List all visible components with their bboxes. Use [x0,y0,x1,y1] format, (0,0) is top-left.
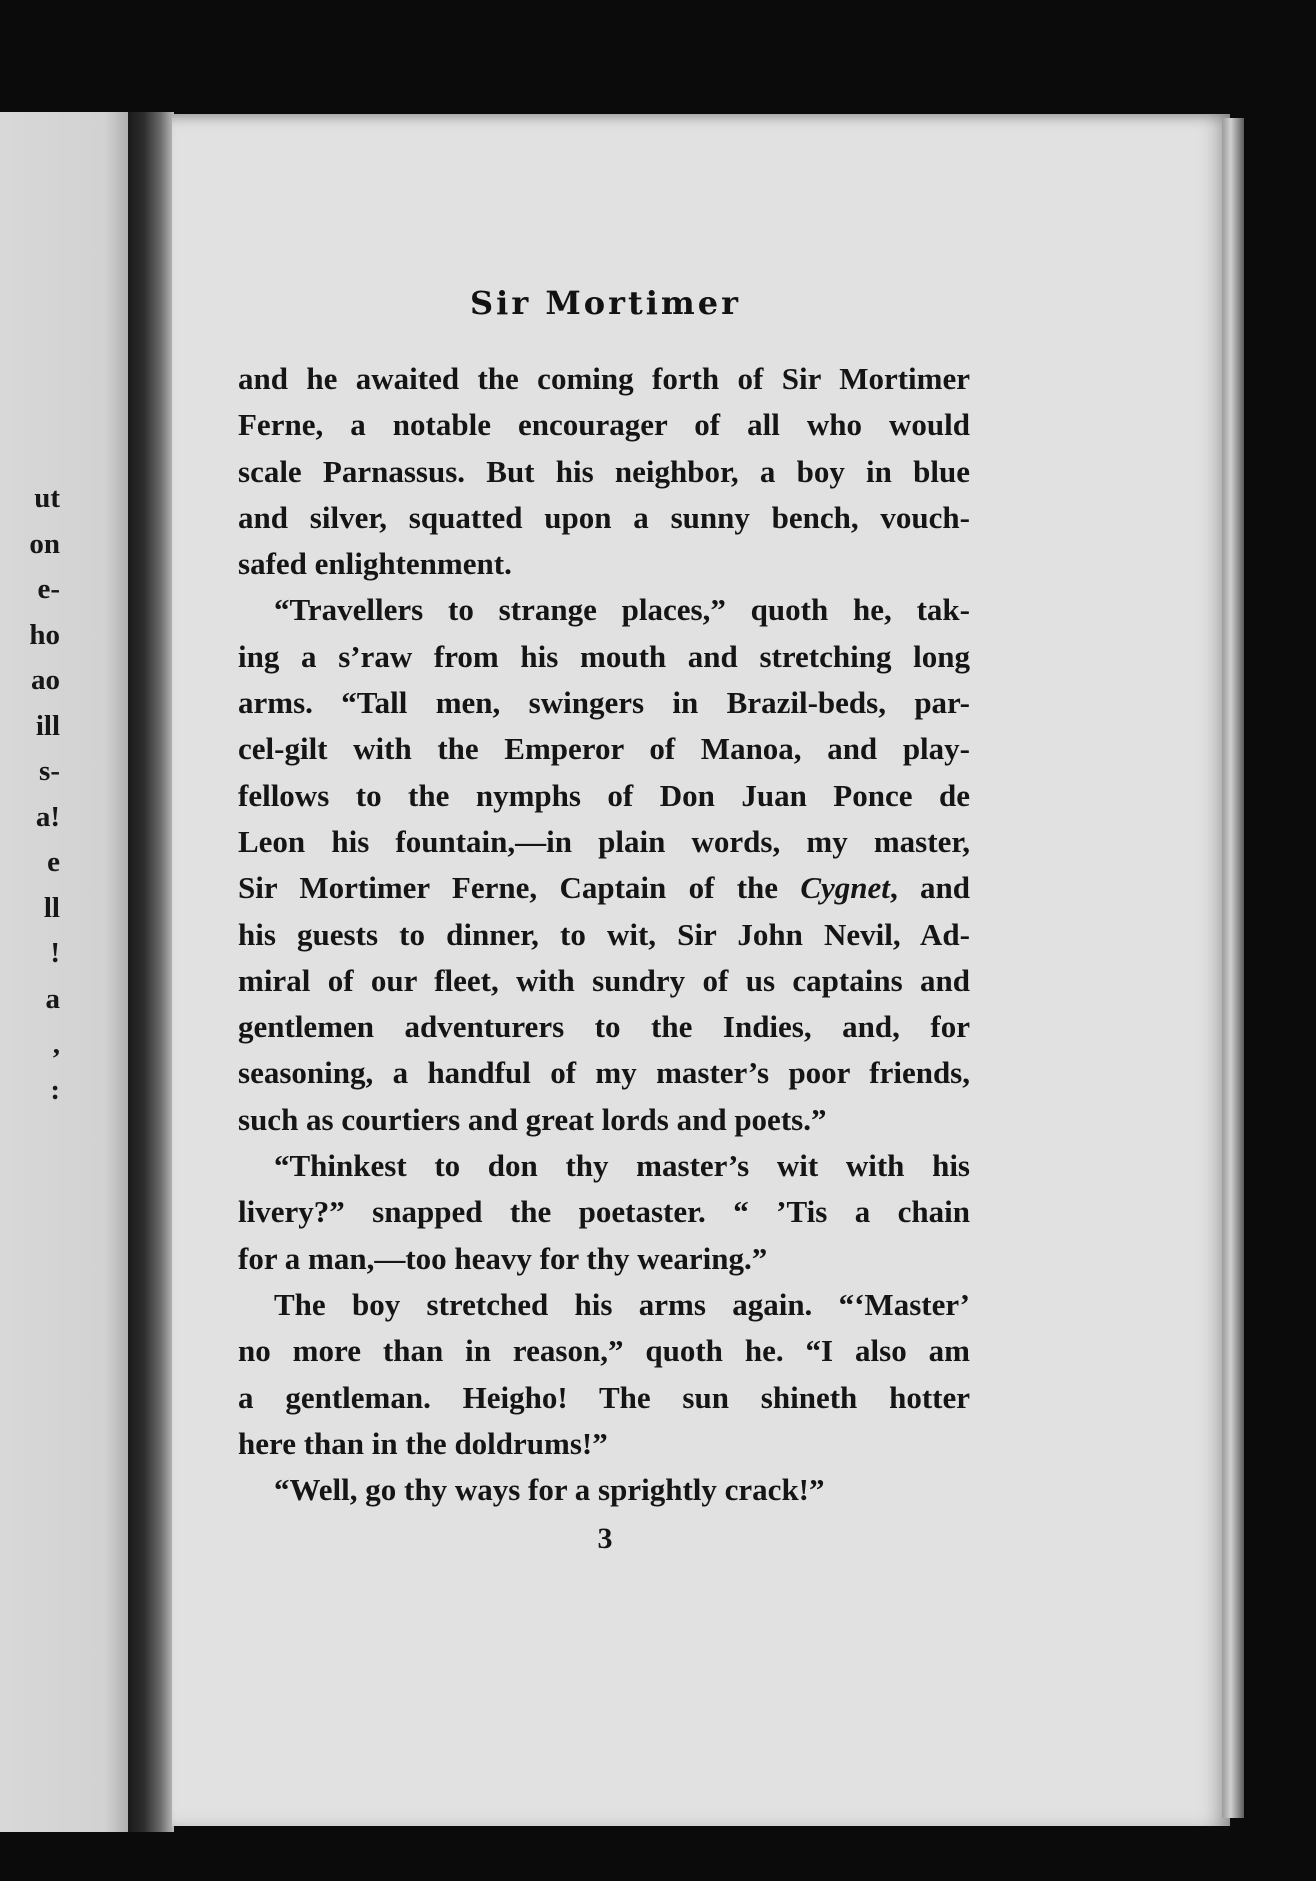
text-line: and silver, squatted upon a sunny bench, vouch- [238,499,970,535]
text-run: Sir Mortimer Ferne, Captain of the [238,870,801,906]
fragment-line: e [47,846,60,878]
fragment-line: , [52,1028,60,1060]
text-line: gentlemen adventurers to the Indies, and, for [238,1009,970,1045]
text-line: Ferne, a notable encourager of all who would [238,407,970,443]
text-line: safed enlightenment. [238,546,512,582]
fragment-line: ll [43,891,60,924]
page-number: 3 [597,1522,613,1555]
page-edge [1222,118,1244,1818]
text-line: his guests to dinner, to wit, Sir John Nevil, Ad- [238,916,970,952]
fragment-line: ut [34,482,60,514]
text-line: no more than in reason,” quoth he. “I also am [238,1333,970,1369]
previous-page-text-fragments [0,476,60,1113]
fragment-line: a! [35,800,60,833]
text-line: seasoning, a handful of my master’s poor friends, [238,1055,970,1091]
text-line: cel-gilt with the Emperor of Manoa, and play- [238,731,970,767]
text-line: fellows to the nymphs of Don Juan Ponce de [238,777,970,813]
text-line: livery?” snapped the poetaster. “ ’Tis a chain [238,1194,970,1230]
fragment-line: e- [37,573,60,605]
text-line: scale Parnassus. But his neighbor, a boy in blue [238,453,970,489]
fragment-line: on [29,527,60,560]
fragment-line: ho [29,618,60,651]
fragment-line: s- [39,755,60,787]
text-line [238,865,970,911]
fragment-line: a [45,982,60,1015]
running-head: Sir Mortimer [470,284,741,322]
text-line: for a man,—too heavy for thy wearing.” [238,1240,768,1276]
text-line: and he awaited the coming forth of Sir Mortimer [238,361,970,396]
text-line: ing a s’raw from his mouth and stretching long [238,638,970,674]
fragment-line: ao [31,664,60,696]
text-line: The boy stretched his arms again. “‘Master’ [274,1286,970,1322]
text-line: such as courtiers and great lords and poets.” [238,1101,827,1137]
text-line: here than in the doldrums!” [238,1425,608,1461]
fragment-line: ! [50,937,60,969]
text-line: “Thinkest to don thy master’s wit with his [274,1148,970,1184]
ship-name: Cygnet [800,870,890,906]
text-line: arms. “Tall men, swingers in Brazil-beds, par- [238,685,970,721]
text-line: a gentleman. Heigho! The sun shineth hotter [238,1379,970,1415]
text-line: miral of our fleet, with sundry of us captains and [238,962,970,998]
text-line: “Travellers to strange places,” quoth he, tak- [274,592,970,628]
text-line: “Well, go thy ways for a sprightly crack!” [274,1472,825,1508]
fragment-line: ill [35,709,60,742]
text-run: , and [889,870,970,906]
book-gutter [128,112,174,1832]
fragment-line: : [50,1073,60,1106]
body-text [238,356,970,1513]
text-line: Leon his fountain,—in plain words, my master, [238,823,970,859]
